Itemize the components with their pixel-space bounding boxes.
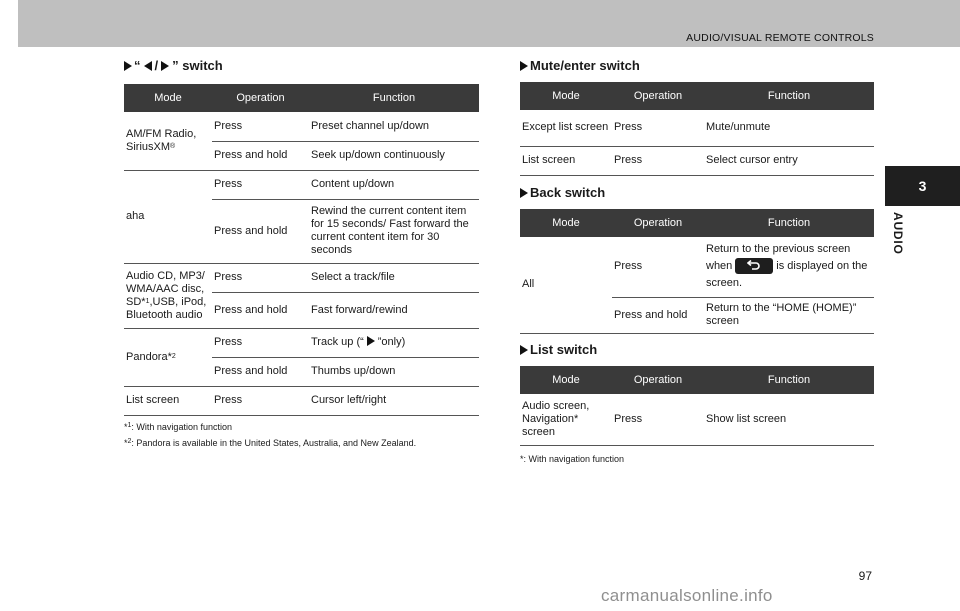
footnote: *$^2$: Pandora is available in the United States, Australia, and New Zealand. [124,438,417,448]
column-header: Operation [612,366,704,394]
function-cell: Show list screen [704,394,874,445]
table-row [520,110,874,146]
bullet-triangle-icon [520,61,528,71]
function-cell: Select a track/file [309,263,479,292]
right-triangle-icon [161,61,169,71]
operation-cell: Press [612,110,704,146]
column-header: Operation [612,209,704,237]
table-row [124,112,479,141]
table-header-row [520,82,874,110]
operation-cell: Press and hold [212,292,309,328]
column-header: Function [704,366,874,394]
operation-cell: Press [212,170,309,199]
table-row [520,237,874,297]
table-header-row [124,84,479,112]
table-row [520,394,874,445]
seek-switch-heading: “ / ” switch [124,58,223,73]
function-cell: Mute/unmute [704,110,874,146]
mode-cell: Audio CD, MP3/ WMA/AAC disc, SD*$^1$,USB, iPod, Bluetooth audio [124,263,212,328]
mode-cell: aha [124,170,212,263]
function-cell: Rewind the current content item for 15 seconds/ Fast forward the current content item for 30 seconds [309,199,479,263]
footnote: *: With navigation function [520,454,625,464]
mode-cell: AM/FM Radio, SiriusXM® [124,112,212,170]
operation-cell: Press [212,328,309,357]
list-switch-heading: List switch [520,342,597,357]
mode-cell: Except list screen [520,110,612,146]
left-triangle-icon [144,61,152,71]
column-header: Operation [212,84,309,112]
column-header: Operation [612,82,704,110]
chapter-label: AUDIO [891,212,905,255]
mode-cell: Pandora*$^2$ [124,328,212,386]
operation-cell: Press and hold [212,357,309,386]
chapter-title: AUDIO/VISUAL REMOTE CONTROLS [686,32,874,44]
mute-switch-table [520,82,874,176]
column-header: Mode [124,84,212,112]
list-switch-table [520,366,874,446]
table-row [124,386,479,415]
mode-cell: Audio screen, Navigation* screen [520,394,612,445]
function-cell: Select cursor entry [704,146,874,175]
table-row [124,170,479,199]
back-arrow-icon [735,258,773,274]
back-switch-heading: Back switch [520,185,605,200]
function-cell: Track up (“ ”only) [309,328,479,357]
operation-cell: Press [212,386,309,415]
operation-cell: Press [612,394,704,445]
operation-cell: Press [612,146,704,175]
function-cell: Thumbs up/down [309,357,479,386]
column-header: Function [704,82,874,110]
table-header-row [520,209,874,237]
operation-cell: Press and hold [212,141,309,170]
operation-cell: Press [612,237,704,297]
column-header: Mode [520,209,612,237]
operation-cell: Press [212,263,309,292]
function-cell: Return to the previous screen when is displayed on the screen. [704,237,874,297]
function-cell: Fast forward/rewind [309,292,479,328]
function-cell: Return to the “HOME (HOME)” screen [704,297,874,333]
function-cell: Content up/down [309,170,479,199]
page-number: 97 [858,569,872,583]
mode-cell: List screen [124,386,212,415]
seek-switch-table [124,84,479,416]
bullet-triangle-icon [520,345,528,355]
operation-cell: Press and hold [212,199,309,263]
operation-cell: Press and hold [612,297,704,333]
mode-cell: All [520,237,612,333]
function-cell: Preset channel up/down [309,112,479,141]
table-row [124,328,479,357]
bullet-triangle-icon [520,188,528,198]
column-header: Mode [520,82,612,110]
back-switch-table [520,209,874,334]
chapter-number-tab: 3 [885,166,960,206]
column-header: Function [704,209,874,237]
footnote: *$^1$: With navigation function [124,422,232,432]
table-header-row [520,366,874,394]
watermark: carmanualsonline.info [601,586,773,605]
column-header: Function [309,84,479,112]
function-cell: Cursor left/right [309,386,479,415]
function-cell: Seek up/down continuously [309,141,479,170]
table-row [124,263,479,292]
column-header: Mode [520,366,612,394]
mode-cell: List screen [520,146,612,175]
mute-switch-heading: Mute/enter switch [520,58,640,73]
operation-cell: Press [212,112,309,141]
table-row [520,146,874,175]
right-triangle-icon [367,336,375,346]
bullet-triangle-icon [124,61,132,71]
